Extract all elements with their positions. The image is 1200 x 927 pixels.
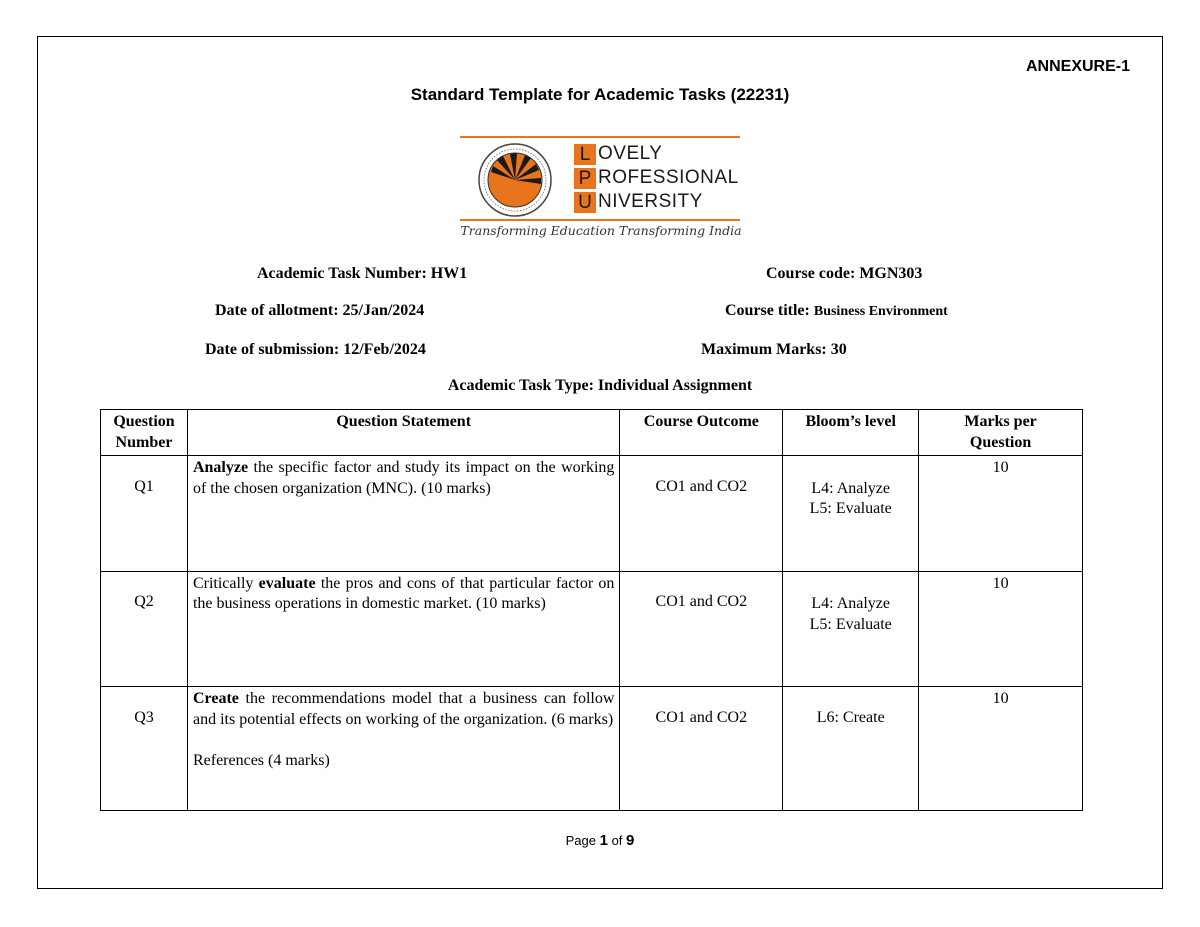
submission-date: Date of submission: 12/Feb/2024 xyxy=(205,341,426,358)
wordmark-initial: P xyxy=(574,168,596,189)
university-logo xyxy=(460,136,742,244)
university-seal-icon xyxy=(477,142,553,218)
question-statement: Create the recommendations model that a business can follow and its potential effects on working of the organization. (6 marks) References (4 marks) xyxy=(187,687,619,811)
wordmark-line-3 xyxy=(574,190,739,214)
wordmark-line-1 xyxy=(574,142,739,166)
questions-table xyxy=(100,409,1083,811)
of-word: of xyxy=(611,833,623,848)
header-blooms-level: Bloom’s level xyxy=(783,410,919,456)
wordmark-text: NIVERSITY xyxy=(598,191,703,212)
page-word: Page xyxy=(565,833,596,848)
marks: 10 xyxy=(919,571,1083,687)
marks: 10 xyxy=(919,687,1083,811)
page-footer xyxy=(0,832,1200,849)
marks: 10 xyxy=(919,456,1083,572)
wordmark-line-2 xyxy=(574,166,739,190)
wordmark-initial: L xyxy=(574,144,596,165)
wordmark-initial: U xyxy=(574,192,596,213)
header-course-outcome: Course Outcome xyxy=(620,410,783,456)
course-code: Course code: MGN303 xyxy=(766,265,923,282)
header-question-statement: Question Statement xyxy=(187,410,619,456)
blooms-level: L4: Analyze L5: Evaluate xyxy=(783,571,919,687)
table-row xyxy=(101,456,1083,572)
course-title-value: Business Environment xyxy=(813,304,948,319)
logo-wordmark xyxy=(574,142,739,214)
course-outcome: CO1 and CO2 xyxy=(620,456,783,572)
blooms-level: L6: Create xyxy=(783,687,919,811)
logo-bottom-rule xyxy=(460,219,740,221)
course-outcome: CO1 and CO2 xyxy=(620,687,783,811)
blooms-level: L4: Analyze L5: Evaluate xyxy=(783,456,919,572)
task-type: Academic Task Type: Individual Assignment xyxy=(447,377,753,394)
question-number: Q2 xyxy=(101,571,188,687)
wordmark-text: ROFESSIONAL xyxy=(598,167,739,188)
question-number: Q3 xyxy=(101,687,188,811)
logo-tagline: Transforming Education Transforming India xyxy=(460,223,742,238)
table-row xyxy=(101,687,1083,811)
annexure-label: ANNEXURE-1 xyxy=(1025,58,1130,75)
table-row xyxy=(101,571,1083,687)
course-title xyxy=(725,302,948,320)
header-marks-per-question: Marks per Question xyxy=(919,410,1083,456)
question-number: Q1 xyxy=(101,456,188,572)
header-question-number: Question Number xyxy=(101,410,188,456)
logo-top-rule xyxy=(460,136,740,138)
course-outcome: CO1 and CO2 xyxy=(620,571,783,687)
wordmark-text: OVELY xyxy=(598,143,663,164)
maximum-marks: Maximum Marks: 30 xyxy=(701,341,847,358)
table-header-row xyxy=(101,410,1083,456)
question-statement: Critically evaluate the pros and cons of that particular factor on the business operations in domestic market. (10 marks) xyxy=(187,571,619,687)
allotment-date: Date of allotment: 25/Jan/2024 xyxy=(215,302,425,319)
page-total: 9 xyxy=(626,832,635,849)
course-title-label: Course title: xyxy=(725,302,810,319)
question-statement: Analyze the specific factor and study its impact on the working of the chosen organization (MNC). (10 marks) xyxy=(187,456,619,572)
document-title: Standard Template for Academic Tasks (22231) xyxy=(410,85,790,104)
task-number: Academic Task Number: HW1 xyxy=(257,265,468,282)
page-number: 1 xyxy=(599,832,608,849)
